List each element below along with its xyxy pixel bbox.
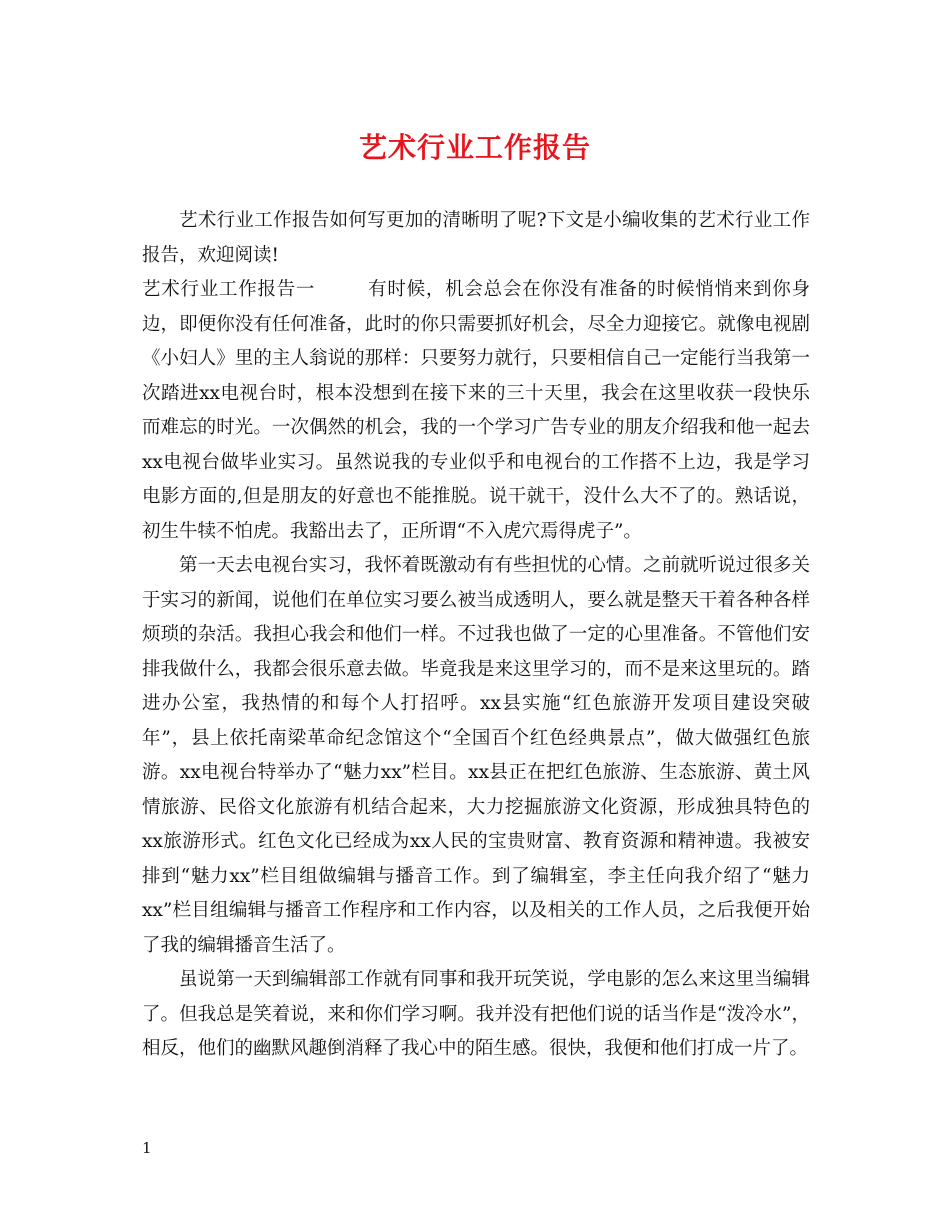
paragraph-text: 有时候，机会总会在你没有准备的时候悄悄来到你身边，即便你没有任何准备，此时的你只需要抓好机会，尽全力迎接它。就像电视剧《小妇人》里的主人翁说的那样：只要努力就行，只要相信自己一定能行当我第一次踏进xx电视台时，根本没想到在接下来的三十天里，我会在这里收获一段快乐而难忘的时光。一次偶然的机会，我的一个学习广告专业的朋友介绍我和他一起去xx电视台做毕业实习。虽然说我的专业似乎和电视台的工作搭不上边，我是学习电影方面的,但是朋友的好意也不能推脱。说干就干，没什么大不了的。熟话说，初生牛犊不怕虎。我豁出去了，正所谓“不入虎穴焉得虎子”。 (142, 279, 810, 542)
page-title: 艺术行业工作报告 (358, 131, 591, 164)
intro-paragraph: 艺术行业工作报告如何写更加的清晰明了呢?下文是小编收集的艺术行业工作报告，欢迎阅读! (142, 210, 810, 266)
document-body (142, 204, 810, 1067)
page-number: 1 (142, 1139, 152, 1157)
body-paragraph: 第一天去电视台实习，我怀着既激动有有些担忧的心情。之前就听说过很多关于实习的新闻，说他们在单位实习要么被当成透明人，要么就是整天干着各种各样烦琐的杂活。我担心我会和他们一样。不过我也做了一定的心里准备。不管他们安排我做什么，我都会很乐意去做。毕竟我是来这里学习的，而不是来这里玩的。踏进办公室，我热情的和每个人打招呼。xx县实施“红色旅游开发项目建设突破年”，县上依托南梁革命纪念馆这个“全国百个红色经典景点”，做大做强红色旅游。xx电视台特举办了“魅力xx”栏目。xx县正在把红色旅游、生态旅游、黄土风情旅游、民俗文化旅游有机结合起来，大力挖掘旅游文化资源，形成独具特色的xx旅游形式。红色文化已经成为xx人民的宝贵财富、教育资源和精神遗。我被安排到“魅力xx”栏目组做编辑与播音工作。到了编辑室，李主任向我介绍了“魅力xx”栏目组编辑与播音工作程序和工作内容，以及相关的工作人员，之后我便开始了我的编辑播音生活了。 (142, 555, 810, 956)
section-one-paragraph (142, 273, 810, 549)
body-paragraph: 虽说第一天到编辑部工作就有同事和我开玩笑说，学电影的怎么来这里当编辑了。但我总是笑着说，来和你们学习啊。我并没有把他们说的话当作是“泼冷水”，相反，他们的幽默风趣倒消释了我心中的陌生感。很快，我便和他们打成一片了。 (142, 969, 810, 1059)
section-heading: 艺术行业工作报告一 (142, 279, 316, 300)
